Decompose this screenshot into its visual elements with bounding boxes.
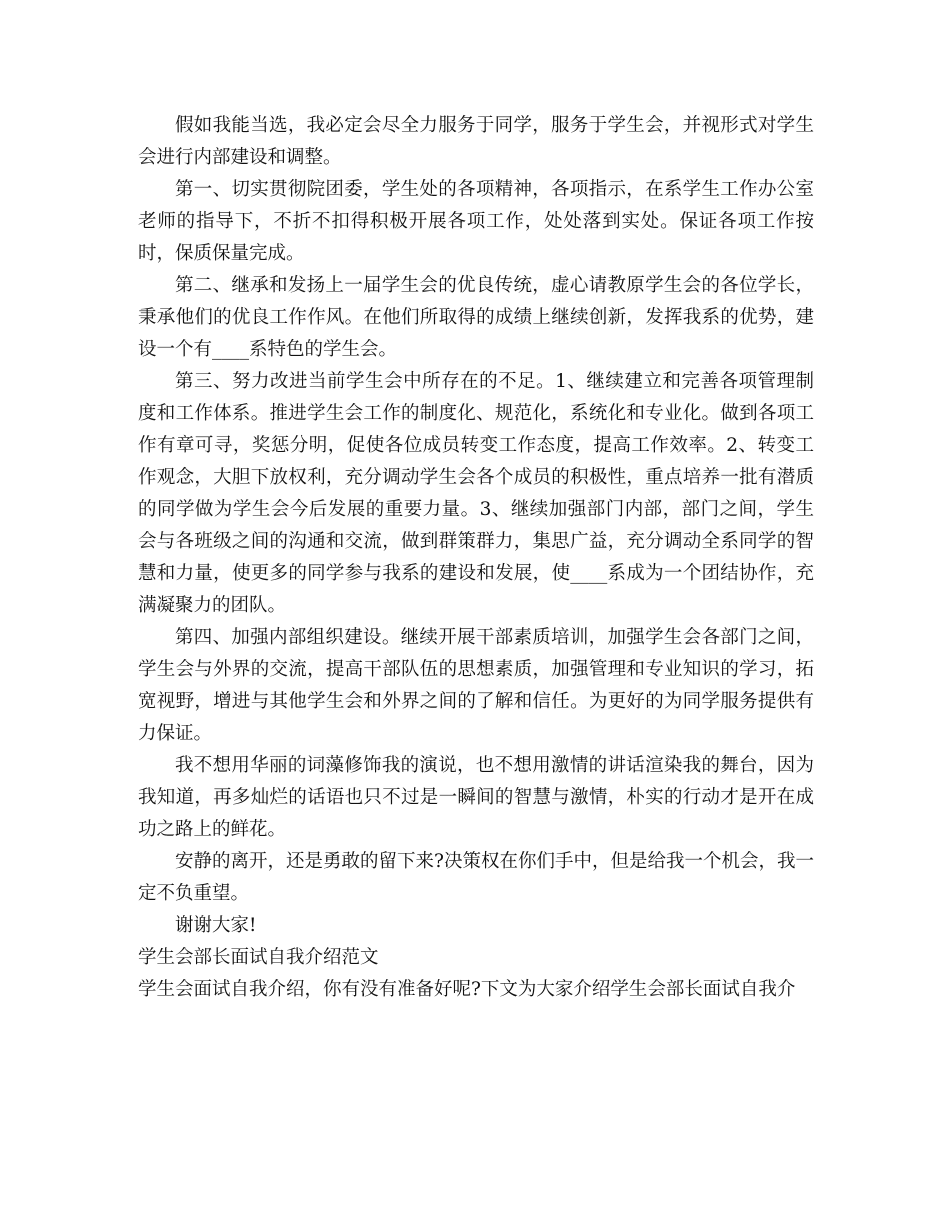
section-title: 学生会部长面试自我介绍范文 (138, 947, 379, 968)
paragraph-if-elected: 假如我能当选，我必定会尽全力服务于同学，服务于学生会，并视形式对学生会进行内部建设和调整。 (138, 115, 814, 168)
paragraph-second-point: 第二、继承和发扬上一届学生会的优良传统，虚心请教原学生会的各位学长，秉承他们的优良工作作风。在他们所取得的成绩上继续创新，发挥我系的优势，建设一个有____系特色的学生会。 (138, 275, 814, 360)
paragraph-speech-reflection: 我不想用华丽的词藻修饰我的演说，也不想用激情的讲话渲染我的舞台，因为我知道，再多灿烂的话语也只不过是一瞬间的智慧与激情，朴实的行动才是开在成功之路上的鲜花。 (138, 755, 814, 840)
paragraph-third-point: 第三、努力改进当前学生会中所存在的不足。1、继续建立和完善各项管理制度和工作体系。推进学生会工作的制度化、规范化，系统化和专业化。做到各项工作有章可寻，奖惩分明，促使各位成员转变工作态度，提高工作效率。2、转变工作观念，大胆下放权利，充分调动学生会各个成员的积极性，重点培养一批有潜质的同学做为学生会今后发展的重要力量。3、继续加强部门内部，部门之间，学生会与各班级之间的沟通和交流，做到群策群力，集思广益，充分调动全系同学的智慧和力量，使更多的同学参与我系的建设和发展，使____系成为一个团结协作，充满凝聚力的团队。 (138, 371, 814, 616)
intro-line: 学生会面试自我介绍，你有没有准备好呢?下文为大家介绍学生会部长面试自我介 (138, 979, 796, 1000)
document-body (138, 110, 814, 1006)
paragraph-closing-appeal: 安静的离开，还是勇敢的留下来?决策权在你们手中，但是给我一个机会，我一定不负重望。 (138, 851, 814, 904)
paragraph-thanks: 谢谢大家! (175, 915, 257, 936)
paragraph-fourth-point: 第四、加强内部组织建设。继续开展干部素质培训，加强学生会各部门之间，学生会与外界的交流，提高干部队伍的思想素质，加强管理和专业知识的学习，拓宽视野，增进与其他学生会和外界之间的了解和信任。为更好的为同学服务提供有力保证。 (138, 627, 814, 744)
paragraph-first-point: 第一、切实贯彻院团委，学生处的各项精神，各项指示，在系学生工作办公室老师的指导下，不折不扣得积极开展各项工作，处处落到实处。保证各项工作按时，保质保量完成。 (138, 179, 814, 264)
